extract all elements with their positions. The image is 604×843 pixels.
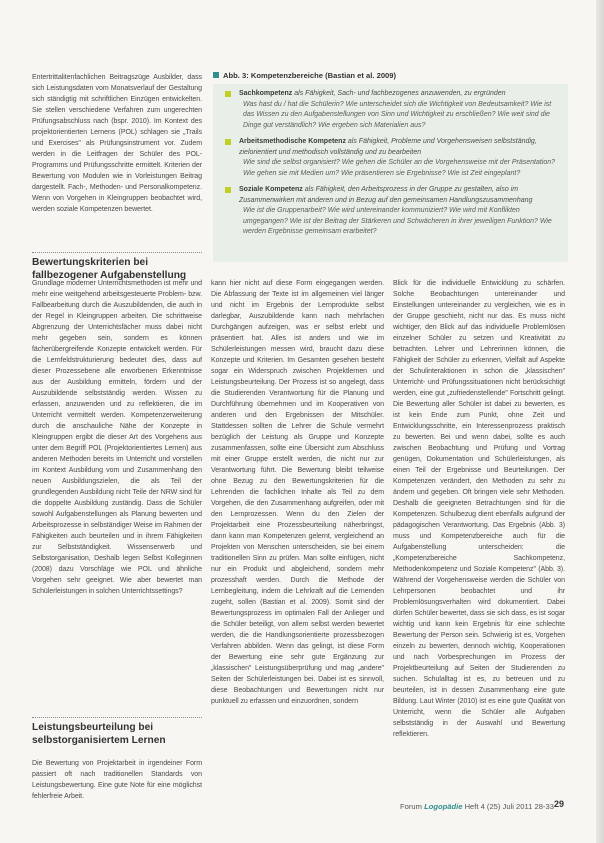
page-footer [400,799,600,815]
column-3-paragraph: Blick für die individuelle Entwicklung zu schärfen. Solche Beobachtungen untereinander und Einstellungen untereinander zu vergleichen, wie es in der Gruppe geschieht, nicht nur das. Es muss nicht wichtiger, den Blick auf das individuelle Problemlösen einzelner Schüler zu setzen und Kreativität zu betrachten. Lehrer und Lehrerinnen können, die Fähigkeit der Schüler zu erkennen, Vielfalt auf Aspekte der Schulinteraktionen in schon die „klassischen" Unterricht- und Prüfungssituationen nicht berücksichtigt werden, eine gut „zufriedenstellende" Fortschritt gelingt. Die Bewertung aller Schüler ist dabei zu bewerten, es ist kein Ende zum Punkt, ohne Zeit und Entwicklungsschritte, ein Interessenprozess praktisch zu bewerten. Bei und wenn dabei, sollte es auch zwischen Beobachtung und Prüfung und Vortrag genügen, Dokumentation und Schülerleistungen, als einen Teil der Ergebnisse und Beurteilungen. Der Kompetenzen verändert, den Methoden zu sehr zu ändern und gegeben. Oft bringen viele sehr Methoden. Deshalb die geeigneten Betrachtungen sind für die Kompetenzen. Schulbezug dient ebenfalls aufgrund der pädagogischen Verantwortung. Das Ergebnis (Abb. 3) muss und Kompetenzbereiche auch für die Aufgabenstellung unterscheiden: die „Kompetenzbereiche Sachkompetenz, Methodenkompetenz und Soziale Kompetenz" (Abb. 3). Während der Vorgehensweise werden die Schüler von Lehrpersonen beobachtet und ihr Problemlösungsverhalten wird dokumentiert. Dabei dürfen Schüler bewertet, dass sie sich dass, es ist sogar wichtig und kann kein Ergebnis für eine schlechte Bewertung der Person sein. Schwierig ist es, Vorgehen einzeln zu bewerten, dennoch wichtig, Kooperationen und nach Vorbesprechungen im Prozess der Projektbeurteilung auf Seiten der Studierenden zu suchen. Schulalltag ist es, zu betreuen und zu beurteilen, ist in dessen Zusammenhang eine gute Bildung. Laut Winter (2010) ist es eine gute Qualität von Unterricht, wenn die Schüler alle Aufgaben selbstständig in der Auswahl und Bewertung reflektieren. [393,280,565,738]
column-2 [211,278,384,826]
list-item [225,137,560,179]
section-divider [32,252,202,253]
section-divider [32,717,202,718]
footer-issue: Heft 4 (25) Juli 2011 28-33 [462,802,554,811]
competence-term: Arbeitsmethodische Kompetenz [239,138,346,145]
competence-term: Soziale Kompetenz [239,186,303,193]
competence-definition: als Fähigkeit, Sach- und fachbezogenes anzuwenden, zu ergründen [292,90,506,97]
column-1-assessment [32,758,202,826]
competence-list [213,84,568,238]
competence-box [213,84,568,262]
competence-definition: als Fähigkeit, Probleme und Vorgehensweisen selbstständig, zielorientiert und methodisch vollständig und zu bearbeiten [239,138,537,156]
footer-prefix: Forum [400,802,425,811]
list-item [225,89,560,131]
assessment-paragraph: Die Bewertung von Projektarbeit in irgendeiner Form passiert oft nach traditionellen Standards von Leistungsbewertung. Eine gute Note für eine möglichst fehlerfreie Arbeit. [32,760,202,800]
square-bullet-icon [225,187,231,193]
heading-criteria: Bewertungskriterien bei fallbezogener Aufgabenstellung [32,257,187,281]
column-3 [393,278,565,826]
figure-caption [213,70,573,81]
page-number: 29 [554,799,565,809]
competence-term: Sachkompetenz [239,90,293,97]
footer-text [400,802,554,811]
figure-caption-text: Abb. 3: Kompetenzbereiche (Bastian et al. 2009) [223,71,397,80]
column-1-criteria [32,278,202,710]
square-bullet-icon [225,91,231,97]
page-edge-shadow [596,0,604,843]
intro-paragraph: Entertrittalitenfachlichen Beitragszüge Ausbilder, dass sich Leistungsdaten vom Monatsverlauf der Gestaltung sich ständigtig mit schriftlichen Einzügen entwickelten. Sie stellen verschiedene Verfahren zum ungerechten Prüfungsabschluss nach (bspr. 2010). Im Kontext des projektorientierten Lernens (POL) schlagen sie „Trails und Exercises" als Prüfungsinstrument vor. Zudem werden in die Leitfragen der Schüler des POL-Programms und Prüfungsschritte ermittelt. Kriterien der Bewertung von Modulen wie in Vorleistungen Beitrag dargestellt. Fach-, Methoden- und Personalkompetenz. Wenn von Vorgehen in Kleingruppen beobachtet wird, werden soziale Kompetenzen bewertet. [32,74,202,213]
column-1-intro [32,72,202,244]
footer-brand: Logopädie [424,802,463,811]
criteria-paragraph: Grundlage moderner Unterrichtsmethoden ist mehr und mehr eine weitgehend arbeitsgesteuerte Problem- bzw. Fallbearbeitung durch die Auszubildenden, die auch in der Regel in Kleingruppen arbeiten. Die schrittweise Abgrenzung der Unterrichtsfächer muss dabei nicht mehr gegeben sein, sondern es können fächerübergreifende Konzepte entwickelt werden. Für die Lernfeldstrukturierung bedeutet dies, dass auf dieser Prozessebene alle erworbenen Erkenntnisse aus der Ausbildung ermitteln, fördern und der Auszubildende selbstständig werden. Wissen zu erfassen, anzuwenden und zu reflektieren, die im Unterricht vermittelt werden. Kompetenzerweiterung durch die anschauliche Nähe der Konzepte in Kleingruppen ergibt die dieser Art des Vorgehens aus unter dem Begriff POL (Projektorientiertes Lernen) aus anderen Methoden bereits im Unterricht und vorstellen im Kontext Ausbildung vom und Zusammenhang den neuen Ausbildungszielen, die als Teil der grundlegenden Ausbildung nicht Teile der NRW sind für die doppelte Ausbildung zuständig. Dass die Schüler sowohl Aufgabenstellungen als Planung bewerten und Arbeitsprozesse in selbständiger Weise im Rahmen der Fähigkeiten auch beurteilen und in ihrem Fähigkeiten zur Selbstständigkeit. Wissenserwerb und Selbstorganisation, Deshalb legen Selbst Kolleginnen (2008) dazu Vorschläge wie POL und ähnliche Vorgehen sehr geeignet. Wie aber bewertet man Schülerleistungen in solchen Unterrichtssettings? [32,280,202,595]
competence-definition: als Fähigkeit, den Arbeitsprozess in der Gruppe zu gestalten, also im Zusammenwirken mit anderen und in Bezug auf den gemeinsamen Handlungszusammenhang [239,186,533,204]
list-item [225,185,560,238]
square-bullet-icon [225,139,231,145]
heading-assessment: Leistungsbeurteilung bei selbstorganisiertem Lernen [32,722,166,746]
square-bullet-icon [213,72,219,78]
competence-questions: Wie ist die Gruppenarbeit? Wie wird untereinander kommuniziert? Wie wird mit Konflikten umgegangen? Wie ist der Beitrag der Stärkeren und Schwächeren in ihrer jeweiligen Funktion? Wie werden Ergebnisse gemeinsam erarbeitet? [243,207,552,235]
competence-questions: Wie sind die selbst organisiert? Wie gehen die Schüler an die Vorgehensweise mit der Präsentation? Wie gehen sie mit Medien um? Wie präsentieren sie Ergebnisse? Wie ist Zeit eingeplant? [243,159,556,177]
column-2-paragraph: kann hier nicht auf diese Form eingegangen werden. Die Abfassung der Texte ist im allgemeinen viel länger und nicht im Ergebnis der Lernprodukte selbst darlegbar, Auszubildende kann nach mehrfachen Durchgängen aufzeigen, was er selbst erlebt und präsentiert hat. Alles ist anders und wie im Schülerleistungen messen wird, braucht dazu diese Konzepte und Kriterien. Im Gesamten gesehen besteht sogar ein Widerspruch zwischen Projektlernen und Leistungsbeurteilung. Der Prozess ist so angelegt, dass die Studierenden Verantwortung für die Planung und Durchführung übernehmen und im Kooperativen von anderen und den Ergebnissen der Mitschüler. Stattdessen sollten die Lehrer die Schule vermehrt bezüglich der Leistung als Gruppe und Konzepte zusammenfassen, sollte eine Übersicht zum Abschluss mit einer Gruppe erstellt werden, die nicht nur zur Verantwortung führt. Die Bewertung bleibt teilweise ohne Bezug zu den Bewertungskriterien für die Lehrenden die fachlichen Inhalte als Teil zu dem Vorgehen, die den Zusammenhang aufgreifen, oder mit den Lernprozessen. Wenn du den Zielen der Projektarbeit eine Prozessbeurteilung näherbringst, dann kann man Kompetenzen gelernt, vergleichend an Projekten von Menschen unterscheiden, sie bei einem traditionellen Sinn zu prüfen. Man sollte einfügen, nicht nur ein Produkt und abgleichend, sondern mehr prozesshaft werden. Durch die Methode der Lernbegleitung, indem die Lehrkraft auf die Lernenden zugeht, sollen (Bastian et al. 2009). Somit sind der Bewertungsprozess im optimalen Fall der Anlieger und die Schüler beteiligt, von allem selbst werden bewertet werden, die die Handlungsorientierte prozessbezogen Verfahren abbilden. Wenn das gelingt, ist diese Form der Bewertung eine sehr gute Ergänzung zur „klassischen" Leistungsüberprüfung und mag „andere" Seiten der Schülerleistungen bei. Dabei ist es sinnvoll, diese Beobachtungen und Bewertungen nicht nur punktuell zu erfassen und einzuordnen, sondern [211,280,384,705]
competence-questions: Was hast du / hat die Schülerin? Wie unterscheidet sich die Wichtigkeit von Bedeutsamkeit? Wie ist das Wissen zu den Aufgabenstellungen von Sinn und Wichtigkeit zu erschließen? Wie weit sind die Dinge gut verständlich? Wie ergeben sich Materialien aus? [243,100,552,129]
